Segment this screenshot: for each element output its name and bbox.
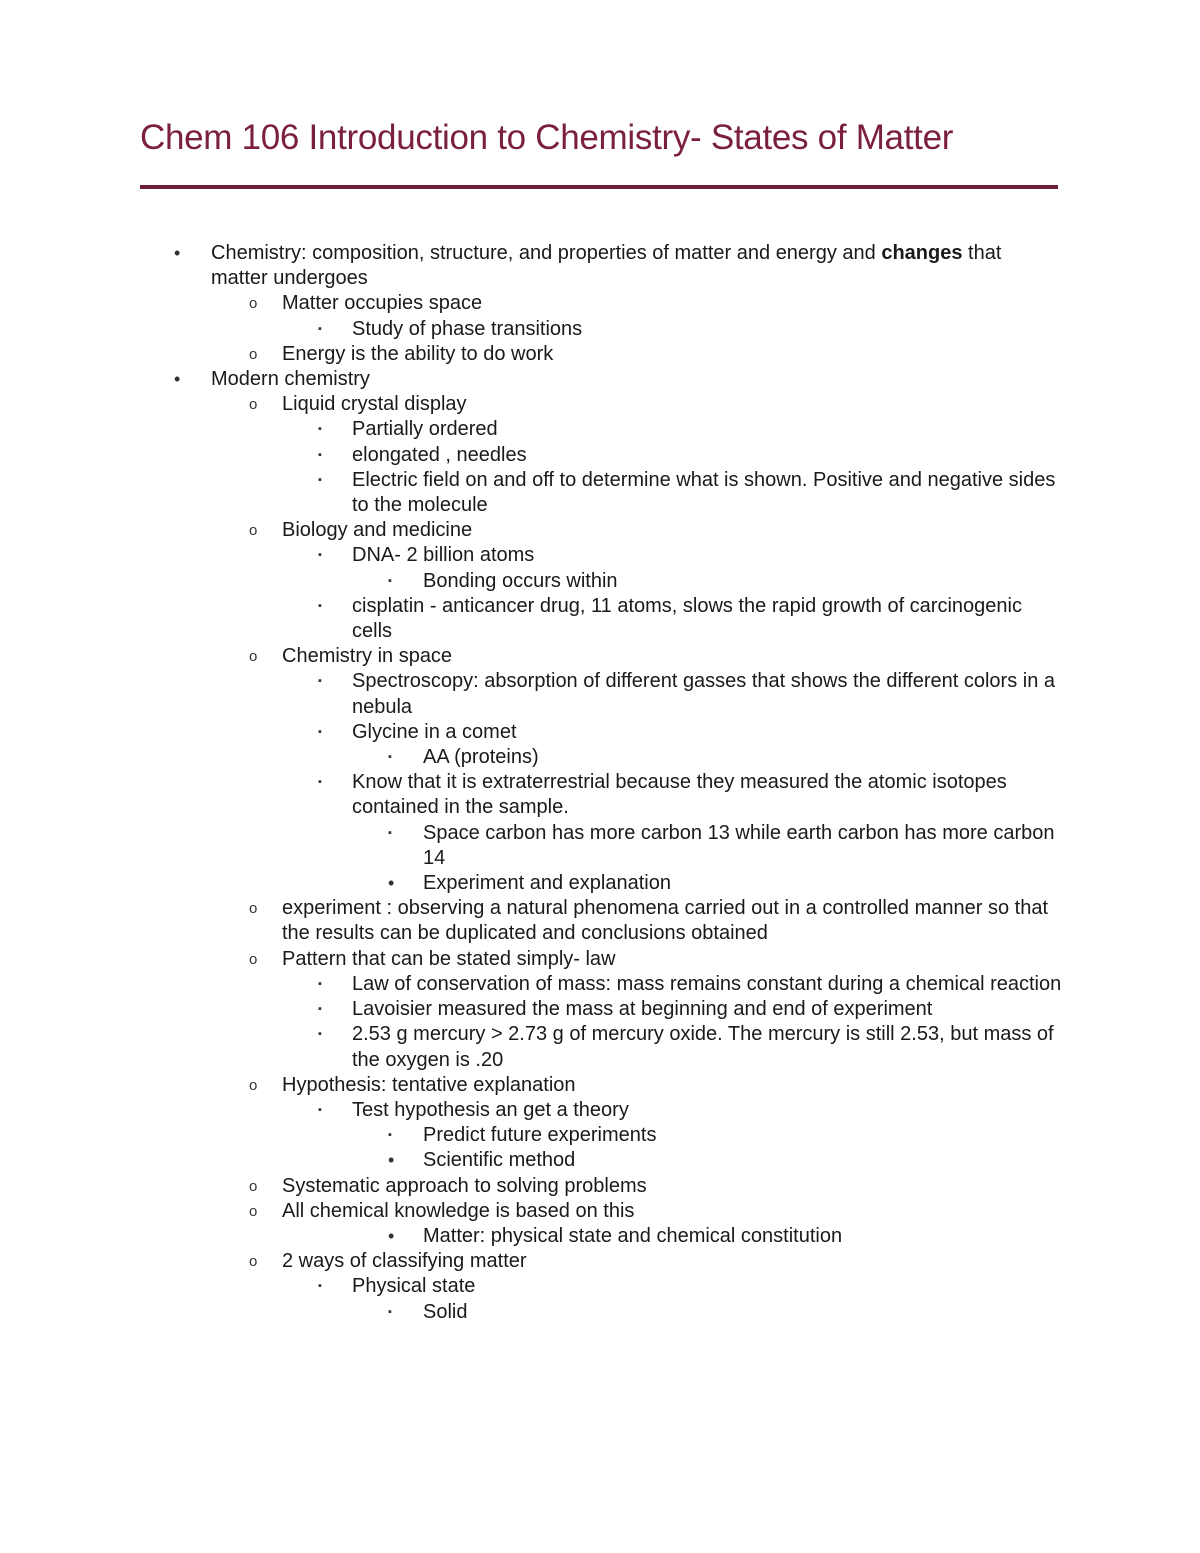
list-item-level-2 xyxy=(249,1199,1062,1224)
list-item-text: Electric field on and off to determine what is shown. Positive and negative sides to the molecule xyxy=(352,468,1056,517)
list-item-text: Modern chemistry xyxy=(211,368,370,391)
bullet-marker: ▪ xyxy=(318,1003,322,1016)
list-item-text: cisplatin - anticancer drug, 11 atoms, slows the rapid growth of carcinogenic cells xyxy=(352,594,1022,643)
list-item-level-3 xyxy=(318,972,1062,997)
list-item-level-4 xyxy=(388,569,1063,594)
list-item-level-3 xyxy=(318,669,1062,719)
bullet-marker: ▪ xyxy=(318,549,322,562)
list-item-level-2 xyxy=(249,518,1062,543)
list-item-level-4 xyxy=(388,821,1063,871)
list-item-text: Biology and medicine xyxy=(282,519,473,542)
list-item-text: Glycine in a comet xyxy=(352,720,517,743)
list-item-text: Matter: physical state and chemical constitution xyxy=(423,1224,843,1247)
list-item-level-3 xyxy=(318,997,1062,1022)
list-item-level-3 xyxy=(318,1098,1062,1123)
list-item-level-2 xyxy=(249,342,1062,367)
list-item-text: DNA- 2 billion atoms xyxy=(352,544,535,567)
bullet-marker: ▪ xyxy=(388,1129,392,1142)
bullet-marker: • xyxy=(388,1150,395,1171)
list-item-text: All chemical knowledge is based on this xyxy=(282,1199,635,1222)
list-item-text: Partially ordered xyxy=(352,418,498,441)
bullet-marker: ▪ xyxy=(318,1103,322,1116)
list-item-text: Pattern that can be stated simply- law xyxy=(282,947,616,970)
list-item-level-4 xyxy=(388,1300,1063,1325)
bullet-marker: ▪ xyxy=(318,776,322,789)
bullet-marker: o xyxy=(249,648,258,666)
list-item-level-3 xyxy=(318,594,1062,644)
list-item-text: Matter occupies space xyxy=(282,292,483,315)
bullet-marker: o xyxy=(249,950,258,968)
list-item-level-3 xyxy=(318,1274,1062,1299)
list-item-level-3 xyxy=(318,770,1062,820)
list-item-text xyxy=(211,241,1061,291)
list-item-level-2 xyxy=(249,644,1062,669)
list-item-text: Chemistry in space xyxy=(282,645,453,668)
list-item-level-4 xyxy=(388,1148,1063,1173)
list-item-text: Physical state xyxy=(352,1275,476,1298)
list-item-text: Hypothesis: tentative explanation xyxy=(282,1073,576,1096)
bullet-marker: o xyxy=(249,1177,258,1195)
bullet-marker: ▪ xyxy=(318,599,322,612)
list-item-text: Spectroscopy: absorption of different gasses that shows the different colors in a nebula xyxy=(352,670,1055,718)
list-item-text: Bonding occurs within xyxy=(423,569,618,592)
bullet-marker: o xyxy=(249,1253,258,1271)
list-item-level-2 xyxy=(249,392,1062,417)
list-item-level-4 xyxy=(388,871,1063,896)
list-item-level-2 xyxy=(249,291,1062,316)
list-item-level-4 xyxy=(388,745,1063,770)
list-item-text: Lavoisier measured the mass at beginning and end of experiment xyxy=(352,998,933,1021)
list-item-level-3 xyxy=(318,317,1062,342)
bullet-marker: ▪ xyxy=(318,1028,322,1041)
list-item-text: Predict future experiments xyxy=(423,1124,657,1147)
bullet-marker: ▪ xyxy=(318,1280,322,1293)
bullet-marker: o xyxy=(249,1202,258,1220)
bullet-marker: ▪ xyxy=(388,751,392,764)
bullet-marker: o xyxy=(249,1076,258,1094)
list-item-text: Law of conservation of mass: mass remains constant during a chemical reaction xyxy=(352,972,1062,995)
list-item-level-2 xyxy=(249,1249,1062,1274)
list-item-text: 2.53 g mercury > 2.73 g of mercury oxide. The mercury is still 2.53, but mass of the oxygen is .20 xyxy=(352,1023,1054,1071)
list-item-text: Test hypothesis an get a theory xyxy=(352,1098,629,1121)
list-item-level-1 xyxy=(174,367,1061,392)
list-item-level-2 xyxy=(249,1073,1062,1098)
bullet-marker: ▪ xyxy=(388,1305,392,1318)
list-item-text: Space carbon has more carbon 13 while earth carbon has more carbon 14 xyxy=(423,821,1055,869)
list-item-level-3 xyxy=(318,720,1062,745)
text-segment: that matter undergoes xyxy=(211,242,1002,290)
bullet-marker: o xyxy=(249,295,258,313)
list-item-text: Liquid crystal display xyxy=(282,393,467,416)
list-item-level-3 xyxy=(318,417,1062,442)
list-item-level-4 xyxy=(388,1224,1063,1249)
list-item-text: 2 ways of classifying matter xyxy=(282,1250,527,1273)
list-item-text: Energy is the ability to do work xyxy=(282,342,554,365)
document-title: Chem 106 Introduction to Chemistry- States of Matter xyxy=(140,118,954,157)
list-item-text: Solid xyxy=(423,1300,468,1323)
bullet-marker: ▪ xyxy=(388,574,392,587)
bullet-marker: o xyxy=(249,345,258,363)
bullet-marker: ▪ xyxy=(318,322,322,335)
bullet-marker: • xyxy=(388,873,395,894)
bullet-marker: ▪ xyxy=(318,448,322,461)
bullet-marker: ▪ xyxy=(388,826,392,839)
list-item-text: elongated , needles xyxy=(352,443,527,466)
notes-list xyxy=(0,241,1200,1325)
list-item-text: Systematic approach to solving problems xyxy=(282,1174,647,1197)
bullet-marker: ▪ xyxy=(318,725,322,738)
list-item-text: AA (proteins) xyxy=(423,746,539,769)
bullet-marker: • xyxy=(388,1225,395,1246)
bullet-marker: • xyxy=(174,243,181,263)
bullet-marker: o xyxy=(249,900,258,918)
bullet-marker: ▪ xyxy=(318,423,322,436)
list-item-level-2 xyxy=(249,1174,1062,1199)
list-item-text: Scientific method xyxy=(423,1149,576,1172)
list-item-level-3 xyxy=(318,443,1062,468)
title-underline-rule xyxy=(140,185,1058,189)
list-item-text: Study of phase transitions xyxy=(352,317,583,340)
bold-keyword: changes xyxy=(881,242,963,264)
bullet-marker: ▪ xyxy=(318,977,322,990)
list-item-level-2 xyxy=(249,947,1062,972)
list-item-text: Experiment and explanation xyxy=(423,872,671,895)
list-item-level-3 xyxy=(318,543,1062,568)
list-item-level-1 xyxy=(174,241,1061,291)
list-item-level-3 xyxy=(318,1022,1062,1072)
list-item-level-2 xyxy=(249,896,1062,946)
bullet-marker: • xyxy=(174,369,181,390)
list-item-text: Know that it is extraterrestrial because they measured the atomic isotopes contained in the sample. xyxy=(352,771,1007,819)
list-item-text: experiment : observing a natural phenomena carried out in a controlled manner so that the results can be duplicated and conclusions obtained xyxy=(282,897,1049,945)
list-item-level-3 xyxy=(318,468,1062,518)
list-item-level-4 xyxy=(388,1123,1063,1148)
bullet-marker: o xyxy=(249,396,258,414)
text-segment: Chemistry: composition, structure, and properties of matter and energy and xyxy=(211,242,882,264)
bullet-marker: ▪ xyxy=(318,473,322,486)
bullet-marker: o xyxy=(249,522,258,540)
bullet-marker: ▪ xyxy=(318,675,322,688)
